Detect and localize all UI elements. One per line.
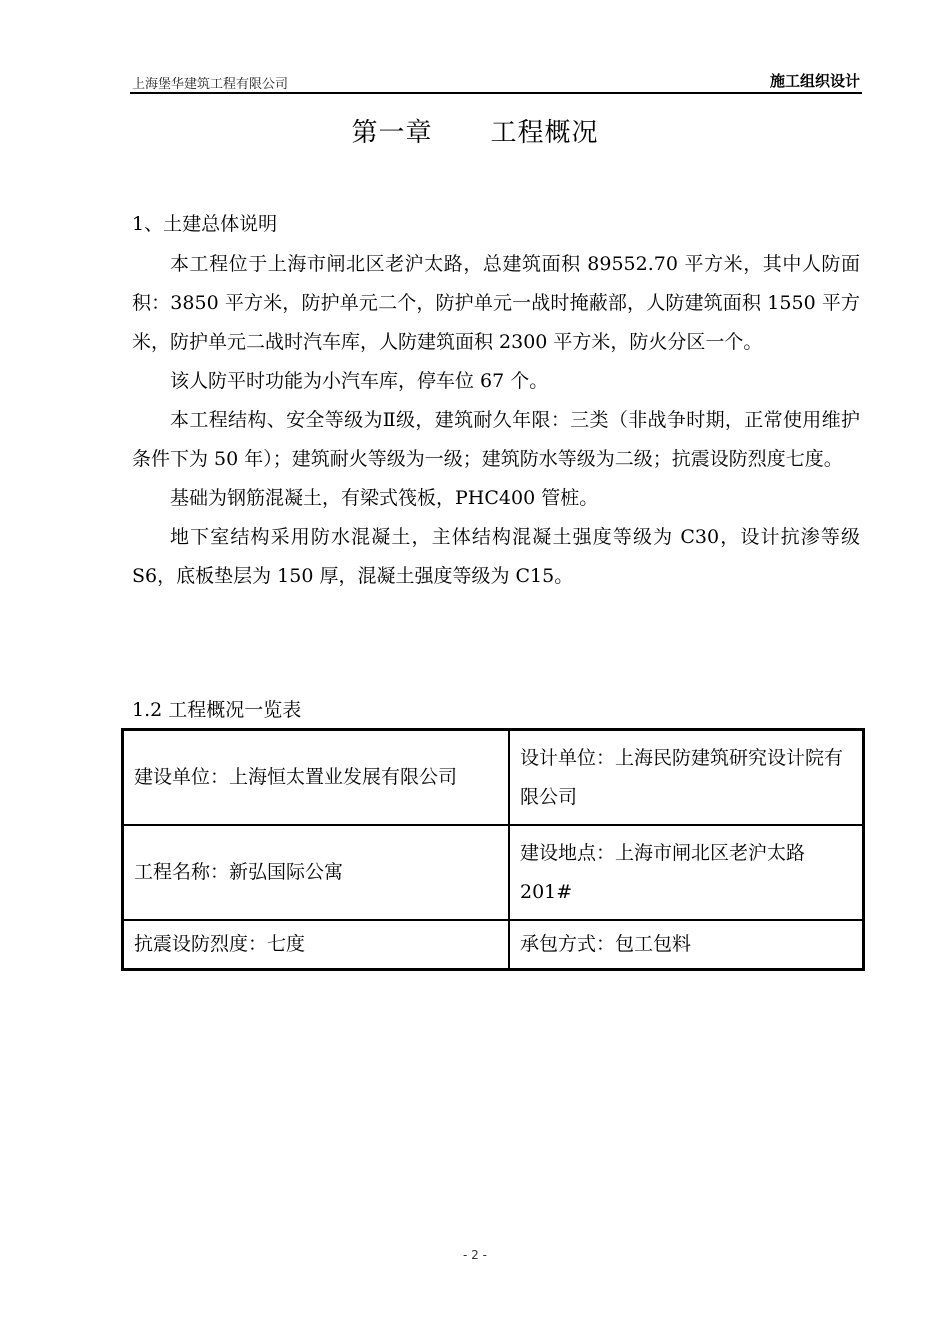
paragraph-structure: 本工程结构、安全等级为Ⅱ级，建筑耐久年限：三类（非战争时期，正常使用维护条件下为 50 年）；建筑耐火等级为一级；建筑防水等级为二级；抗震设防烈度七度。 (132, 409, 860, 470)
paragraph-basement: 地下室结构采用防水混凝土，主体结构混凝土强度等级为 C30，设计抗渗等级 S6，底板垫层为 150 厚，混凝土强度等级为 C15。 (132, 526, 860, 587)
header-doc-type: 施工组织设计 (769, 72, 860, 90)
section-heading-general: 1、土建总体说明 (132, 213, 278, 235)
paragraph-foundation: 基础为钢筋混凝土，有梁式筏板，PHC400 管桩。 (170, 487, 599, 509)
section-heading-table: 1.2 工程概况一览表 (132, 699, 302, 721)
chapter-title (0, 112, 950, 149)
chapter-number: 第一章 (351, 118, 433, 148)
table-cell-client: 建设单位：上海恒太置业发展有限公司 (123, 730, 509, 825)
table-cell-site-location: 建设地点：上海市闸北区老沪太路 201# (509, 825, 863, 920)
section-body (132, 245, 860, 596)
header-company: 上海堡华建筑工程有限公司 (132, 77, 289, 92)
table-cell-seismic: 抗震设防烈度：七度 (123, 920, 509, 969)
table-cell-designer: 设计单位：上海民防建筑研究设计院有限公司 (509, 730, 863, 825)
table-cell-project-name: 工程名称：新弘国际公寓 (123, 825, 509, 920)
table-row (123, 825, 863, 920)
table-cell-contract-mode: 承包方式：包工包料 (509, 920, 863, 969)
project-overview-table (121, 728, 865, 971)
page-number: - 2 - (463, 1248, 487, 1262)
paragraph-parking: 该人防平时功能为小汽车库，停车位 67 个。 (170, 370, 549, 392)
chapter-name: 工程概况 (490, 118, 599, 148)
paragraph-location: 本工程位于上海市闸北区老沪太路，总建筑面积 89552.70 平方米，其中人防面积：3850 平方米，防护单元二个，防护单元一战时掩蔽部，人防建筑面积 1550 平方米，防护单元二战时汽车库，人防建筑面积 2300 平方米，防火分区一个。 (132, 253, 860, 353)
table-row (123, 920, 863, 969)
table-row (123, 730, 863, 825)
page-header (130, 68, 862, 94)
